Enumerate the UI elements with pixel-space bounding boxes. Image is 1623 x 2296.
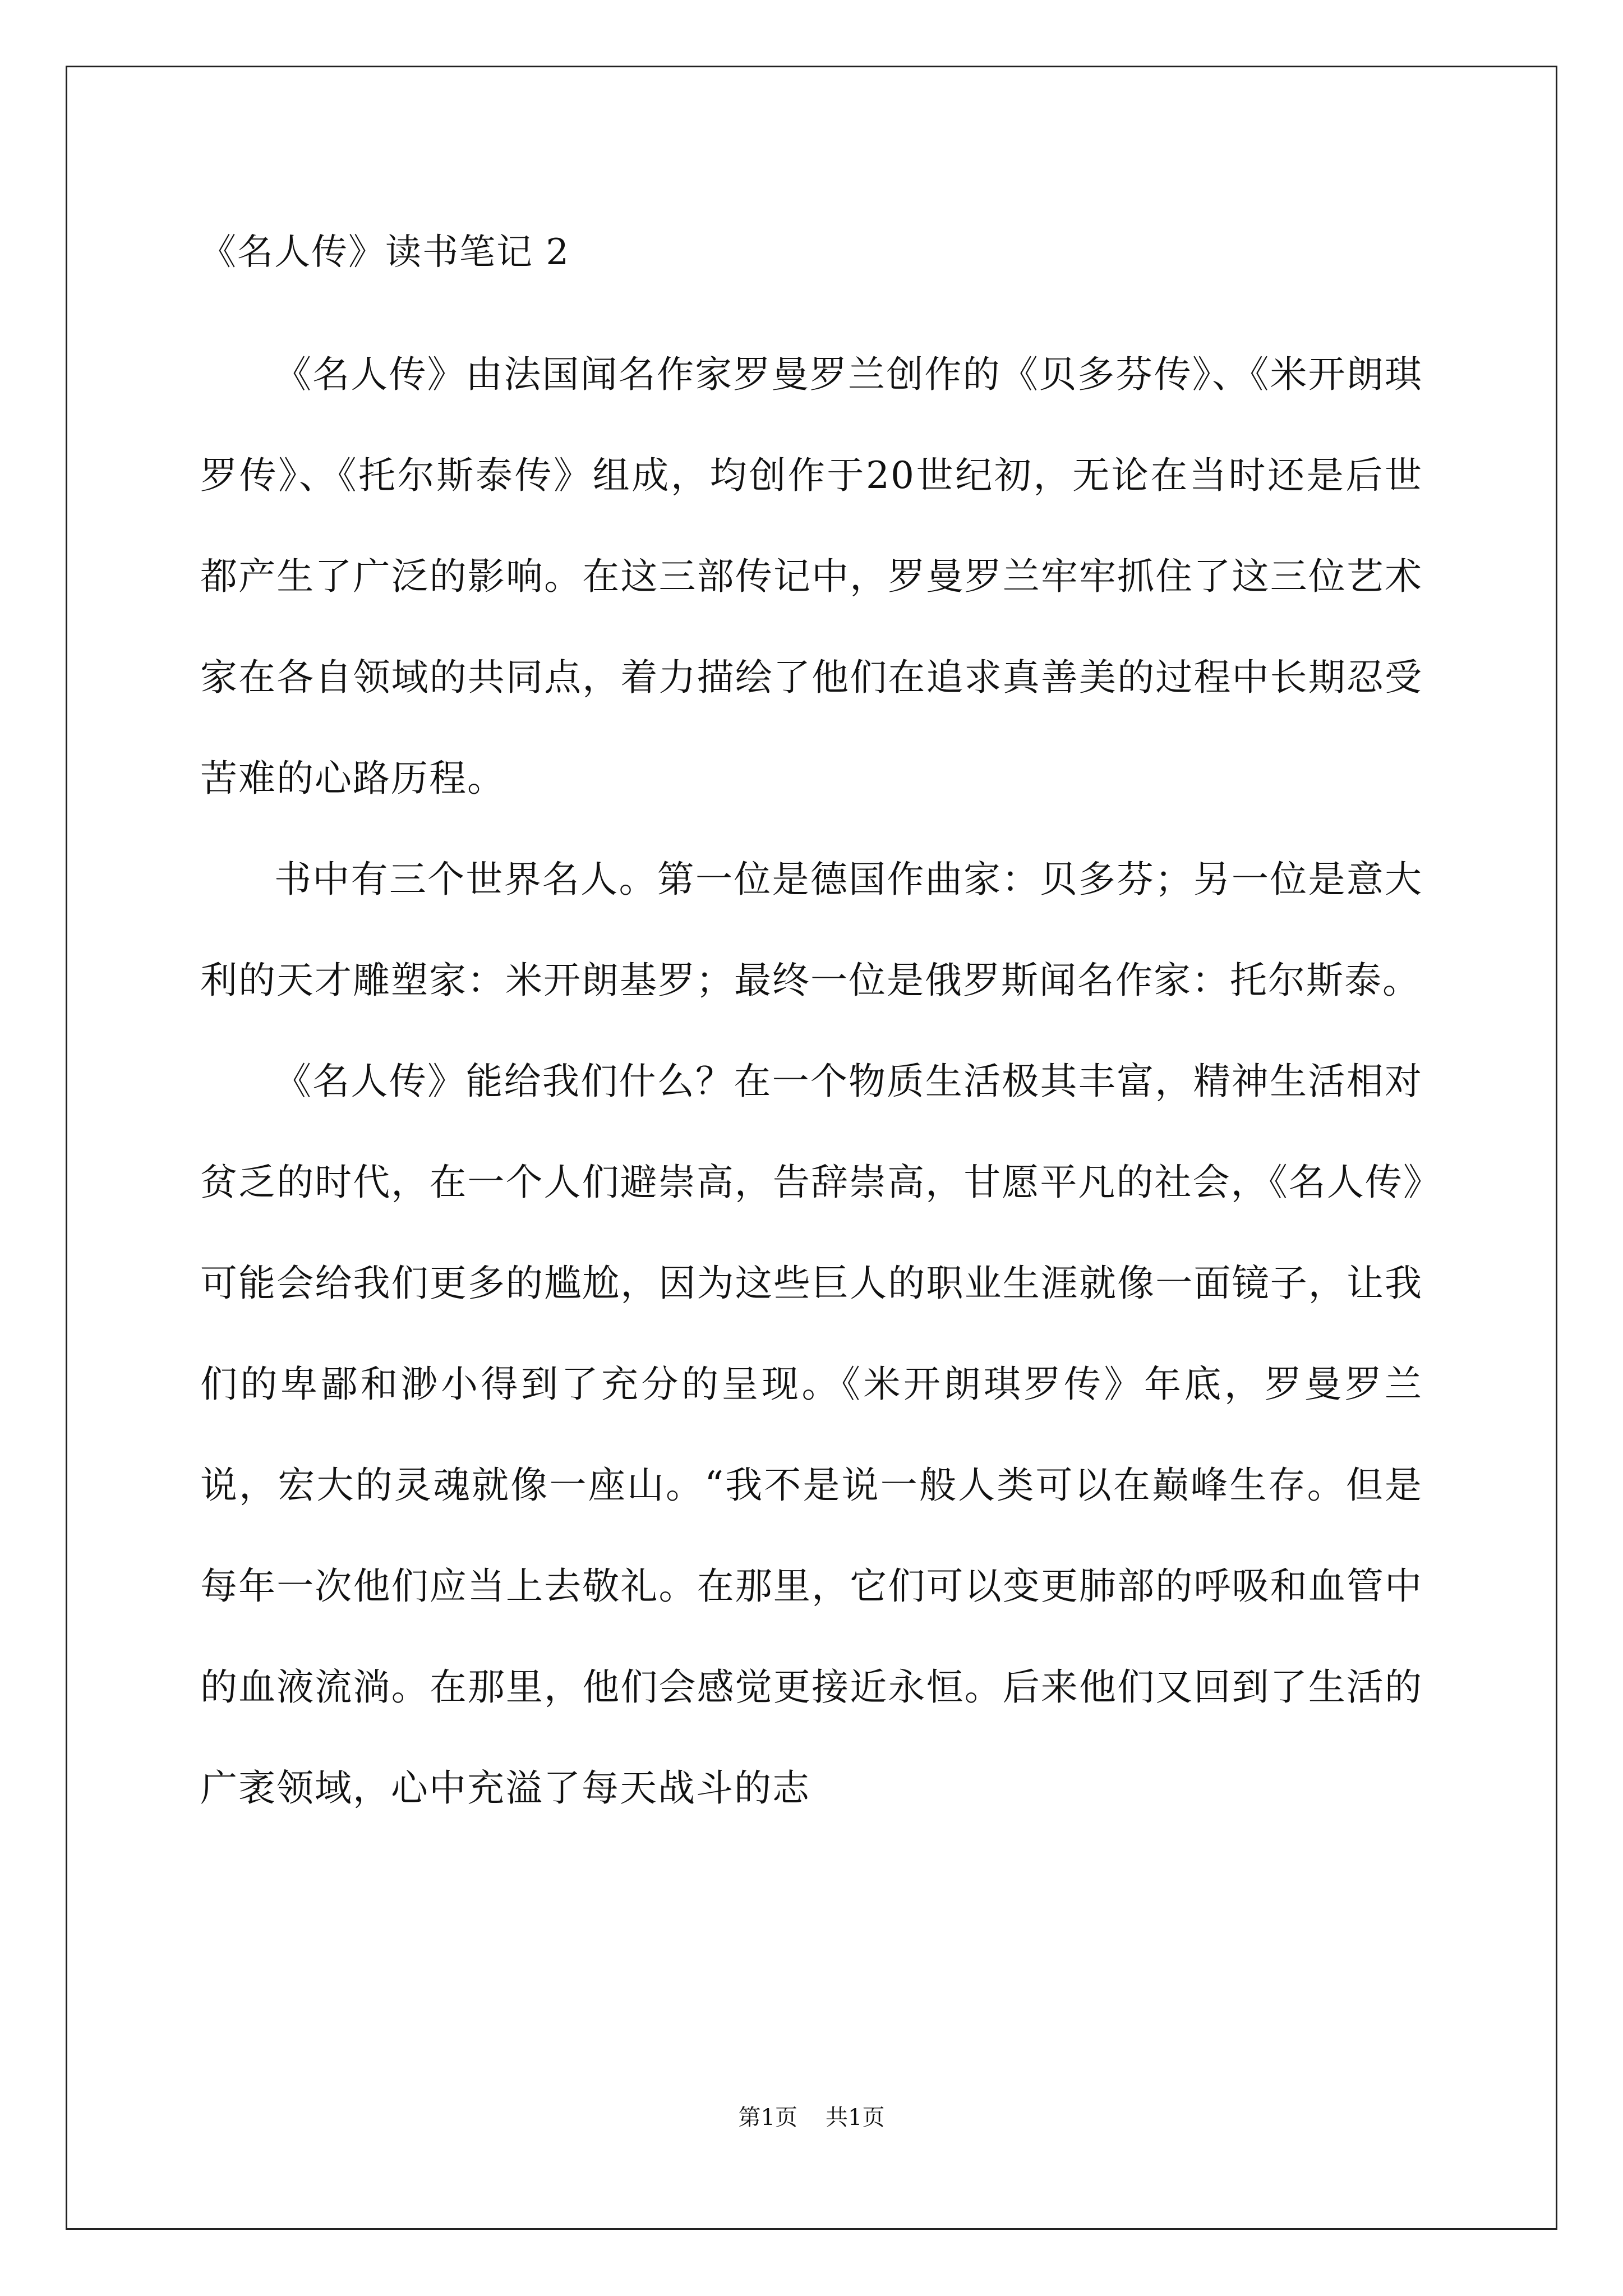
paragraph-3: 《名人传》能给我们什么？在一个物质生活极其丰富，精神生活相对贫乏的时代，在一个人们避崇高，告辞崇高，甘愿平凡的社会，《名人传》可能会给我们更多的尴尬，因为这些巨人的职业生涯就像一面镜子，让我们的卑鄙和渺小得到了充分的呈现。《米开朗琪罗传》年底，罗曼罗兰说，宏大的灵魂就像一座山。“我不是说一般人类可以在巅峰生存。但是每年一次他们应当上去敬礼。在那里，它们可以变更肺部的呼吸和血管中的血液流淌。在那里，他们会感觉更接近永恒。后来他们又回到了生活的广袤领域，心中充溢了每天战斗的志 xyxy=(200,1060,1423,1810)
document-body xyxy=(200,219,1423,1839)
document-title: 《名人传》读书笔记 2 xyxy=(200,232,570,273)
page-footer xyxy=(0,2101,1623,2134)
paragraph-2: 书中有三个世界名人。第一位是德国作曲家：贝多芬；另一位是意大利的天才雕塑家：米开朗基罗；最终一位是俄罗斯闻名作家：托尔斯泰。 xyxy=(200,858,1423,1002)
page-number: 第1页 xyxy=(738,2105,797,2131)
paragraph-1: 《名人传》由法国闻名作家罗曼罗兰创作的《贝多芬传》、《米开朗琪罗传》、《托尔斯泰传》组成，均创作于20世纪初，无论在当时还是后世都产生了广泛的影响。在这三部传记中，罗曼罗兰牢牢抓住了这三位艺术家在各自领域的共同点，着力描绘了他们在追求真善美的过程中长期忍受苦难的心路历程。 xyxy=(200,353,1423,800)
total-pages: 共1页 xyxy=(826,2105,885,2131)
